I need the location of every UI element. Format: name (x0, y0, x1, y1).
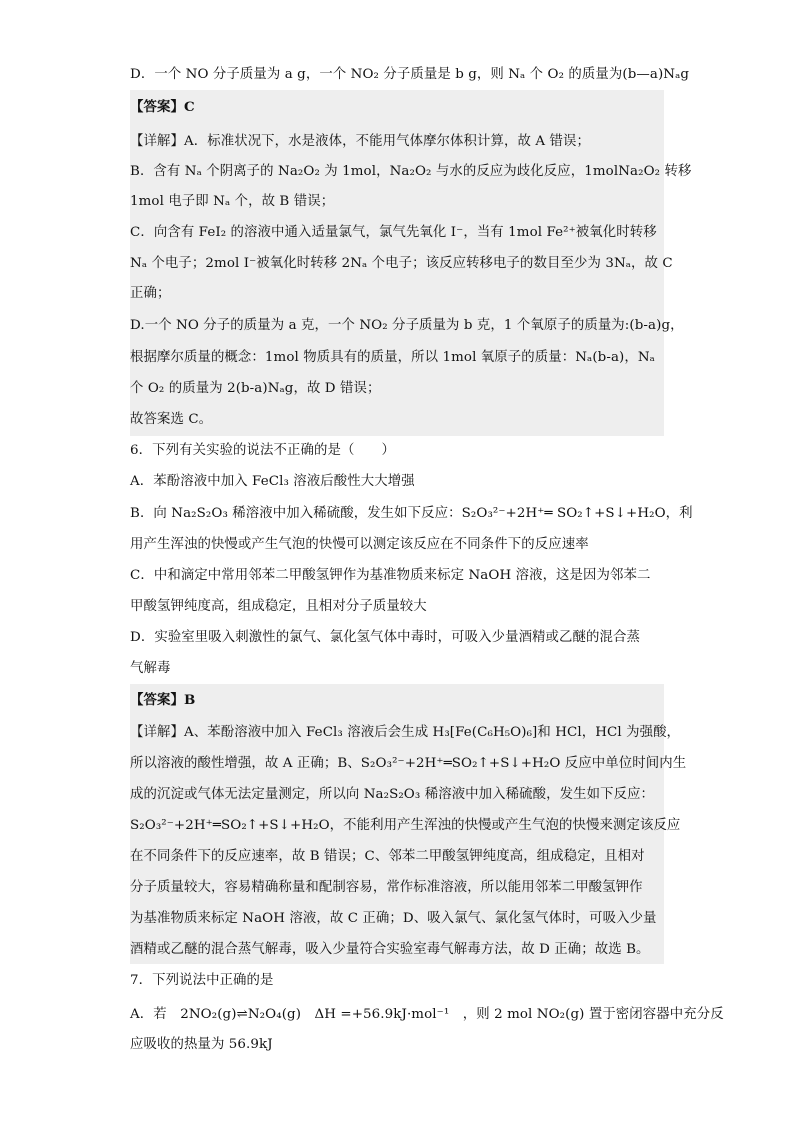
explanation-line: 个 O₂ 的质量为 2(b-a)Nₐg，故 D 错误； (130, 381, 381, 396)
question-6-stem: 6．下列有关实验的说法不正确的是（ ） (130, 443, 395, 458)
explanation-line: 酒精或乙醚的混合蒸气解毒，吸入少量符合实验室毒气解毒方法，故 D 正确；故选 B。 (130, 942, 650, 957)
option-a-q7-cont: 应吸收的热量为 56.9kJ (130, 1037, 273, 1052)
explanation-line: 分子质量较大，容易精确称量和配制容易，常作标准溶液，所以能用邻苯二甲酸氢钾作 (130, 880, 643, 895)
explanation-line: 在不同条件下的反应速率，故 B 错误；C、邻苯二甲酸氢钾纯度高，组成稳定，且相对 (130, 849, 645, 864)
option-d-q6-cont: 气解毒 (130, 661, 171, 676)
explanation-line: C．向含有 FeI₂ 的溶液中通入适量氯气，氯气先氧化 I⁻，当有 1mol Fe²⁺被氧化时转移 (130, 225, 657, 240)
explanation-line: 为基准物质来标定 NaOH 溶液，故 C 正确；D、吸入氯气、氯化氢气体时，可吸入少量 (130, 911, 657, 926)
explanation-line: B．含有 Nₐ 个阴离子的 Na₂O₂ 为 1mol，Na₂O₂ 与水的反应为歧化反应，1molNa₂O₂ 转移 (130, 164, 692, 179)
explanation-line: 根据摩尔质量的概念：1mol 物质具有的质量，所以 1mol 氧原子的质量：Nₐ(b-a)，Nₐ (130, 350, 655, 365)
answer-label-q5: 【答案】C (130, 99, 195, 115)
option-d-q6: D．实验室里吸入刺激性的氯气、氯化氢气体中毒时，可吸入少量酒精或乙醚的混合蒸 (130, 630, 640, 645)
option-c-q6: C．中和滴定中常用邻苯二甲酸氢钾作为基准物质来标定 NaOH 溶液，这是因为邻苯二 (130, 568, 651, 583)
explanation-line: 正确； (130, 286, 171, 301)
question-7-stem: 7．下列说法中正确的是 (130, 973, 274, 988)
option-d-q5: D．一个 NO 分子质量为 a g，一个 NO₂ 分子质量是 b g，则 Nₐ 个 O₂ 的质量为(b—a)Nₐg (130, 67, 690, 82)
explanation-line: Nₐ 个电子；2mol I⁻被氧化时转移 2Nₐ 个电子；该反应转移电子的数目至少为 3Nₐ，故 C (130, 256, 673, 271)
option-b-q6-cont: 用产生浑浊的快慢或产生气泡的快慢可以测定该反应在不同条件下的反应速率 (130, 537, 589, 552)
explanation-line: 【详解】A、苯酚溶液中加入 FeCl₃ 溶液后会生成 H₃[Fe(C₆H₅O)₆]和 HCl，HCl 为强酸， (130, 725, 681, 740)
option-a-q6: A．苯酚溶液中加入 FeCl₃ 溶液后酸性大大增强 (130, 474, 415, 489)
option-c-q6-cont: 甲酸氢钾纯度高，组成稳定，且相对分子质量较大 (130, 599, 427, 614)
explanation-line: 故答案选 C。 (130, 412, 213, 427)
explanation-line: 成的沉淀或气体无法定量测定，所以向 Na₂S₂O₃ 稀溶液中加入稀硫酸，发生如下反应： (130, 787, 655, 802)
explanation-line: D.一个 NO 分子的质量为 a 克，一个 NO₂ 分子质量为 b 克，1 个氧原子的质量为:(b-a)g， (130, 318, 684, 333)
explanation-line: 1mol 电子即 Nₐ 个，故 B 错误； (130, 194, 335, 209)
explanation-line: 所以溶液的酸性增强，故 A 正确；B、S₂O₃²⁻+2H⁺═SO₂↑+S↓+H₂O 反应中单位时间内生 (130, 756, 687, 771)
explanation-line: 【详解】A．标准状况下，水是液体，不能用气体摩尔体积计算，故 A 错误； (130, 134, 590, 149)
option-b-q6: B．向 Na₂S₂O₃ 稀溶液中加入稀硫酸，发生如下反应：S₂O₃²⁻+2H⁺═ SO₂↑+S↓+H₂O，利 (130, 506, 693, 521)
option-a-q7: A．若 2NO₂(g)⇌N₂O₄(g) ΔH =+56.9kJ·mol⁻¹ ，则 2 mol NO₂(g) 置于密闭容器中充分反 (130, 1007, 724, 1022)
explanation-line: S₂O₃²⁻+2H⁺═SO₂↑+S↓+H₂O，不能利用产生浑浊的快慢或产生气泡的快慢来测定该反应 (130, 818, 681, 833)
answer-label-q6: 【答案】B (130, 692, 196, 708)
